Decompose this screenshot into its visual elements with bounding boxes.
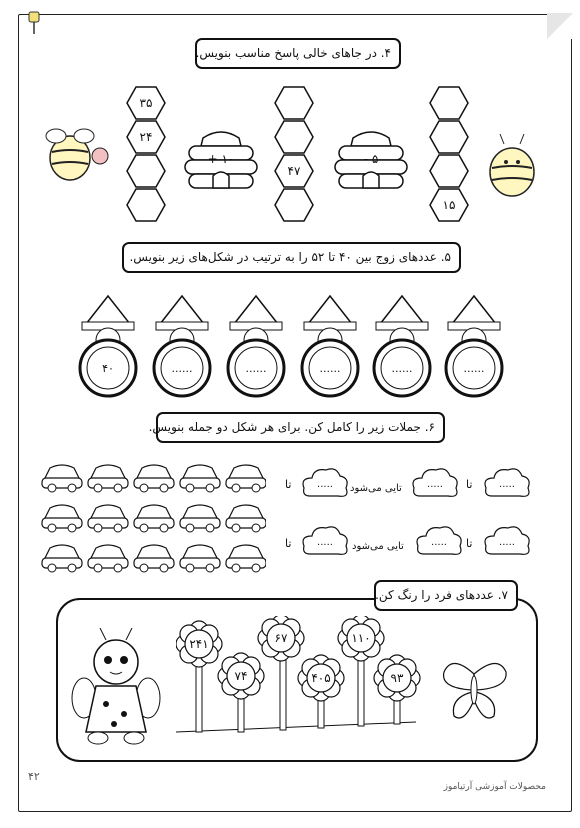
hex-value: ۱۵ [442,198,456,212]
flower-number[interactable]: ۲۴۱ [189,637,209,651]
ring-value[interactable]: ...... [319,362,341,375]
page-fold [547,13,573,39]
hex-value: ۳۵ [139,96,153,110]
cloud-blank: ..... [431,537,447,548]
pin-icon [26,10,42,36]
q6-title: ۶. جملات زیر را کامل کن. برای هر شکل دو جمله بنویس. [156,412,445,443]
flower-number[interactable]: ۶۷ [274,631,288,645]
hex-value: ۲۴ [139,130,153,144]
scarecrow-ring-icon [300,294,360,398]
hive-right-label: - ۵ [363,152,379,166]
flower-number[interactable]: ۴۰۵ [311,671,331,685]
scarecrow-ring-icon [152,294,212,398]
q5-title: ۵. عددهای زوج بین ۴۰ تا ۵۲ را به ترتیب در شکل‌های زیر بنویس. [122,242,461,273]
bee-right-icon [478,132,544,202]
hex-value [274,120,314,154]
ta-label: تا [466,478,473,491]
hex-value [429,86,469,120]
page-number: ۴۲ [28,770,40,783]
ring-value[interactable]: ...... [391,362,413,375]
cloud-blank: ..... [317,537,333,548]
cloud-blank: ..... [317,479,333,490]
hex-value [429,154,469,188]
flower-number[interactable]: ۹۳ [390,671,404,685]
q7-title: ۷. عددهای فرد را رنگ کن. [374,580,518,611]
cloud-blank: ..... [427,479,443,490]
cloud-blank: ..... [499,537,515,548]
scarecrow-ring-icon [78,294,138,398]
hex-value [126,154,166,188]
brand-label: محصولات آموزشی آرتیاموز [443,782,546,792]
ring-value[interactable]: ...... [171,362,193,375]
word-label: تایی می‌شود [352,541,404,552]
flower-number[interactable]: ۱۱۰ [351,631,371,645]
ring-value[interactable]: ...... [245,362,267,375]
word-label: تایی می‌شود [350,483,402,494]
car-grid [40,460,266,578]
q4-title: ۴. در جاهای خالی پاسخ مناسب بنویس. [195,38,401,69]
bee-left-icon [40,118,110,198]
scarecrow-ring-icon [372,294,432,398]
hex-value: ۴۷ [287,164,301,178]
hex-value [429,120,469,154]
ta-label: تا [285,537,292,550]
ring-value[interactable]: ...... [463,362,485,375]
flower-number[interactable]: ۷۴ [234,669,248,683]
hex-value [274,188,314,222]
scarecrow-ring-icon [226,294,286,398]
cloud-blank: ..... [499,479,515,490]
ta-label: تا [285,478,292,491]
butterfly-icon [438,654,510,728]
hex-value [126,188,166,222]
scarecrow-ring-icon [444,294,504,398]
ring-value[interactable]: ۴۰ [102,362,114,375]
ta-label: تا [466,537,473,550]
hive-left-label: + ۱۰ [207,152,235,166]
bee-girl-icon [70,628,162,748]
hex-value [274,86,314,120]
